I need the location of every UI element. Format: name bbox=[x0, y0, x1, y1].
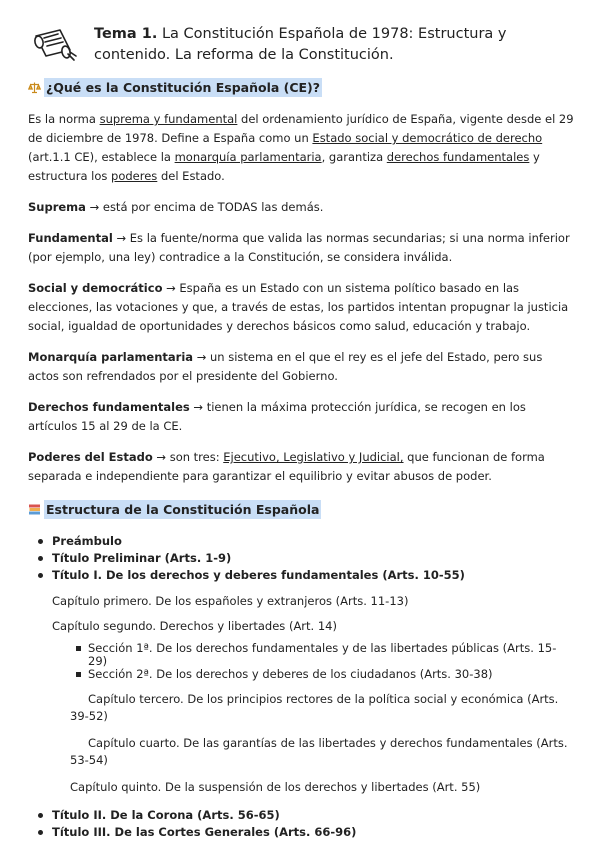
section-heading-estructura bbox=[28, 500, 574, 519]
underlined-term: Estado social y democrático de derecho bbox=[312, 131, 543, 145]
books-icon bbox=[28, 503, 41, 516]
definition-text: que funcionan de forma separada e independiente para garantizar el equilibrio y evitar abusos de poder. bbox=[28, 450, 545, 483]
capitulo-primero: Capítulo primero. De los españoles y extranjeros (Arts. 11-13) bbox=[52, 594, 409, 608]
definition-text: → son tres: bbox=[152, 450, 224, 464]
definition-fundamental bbox=[28, 229, 574, 267]
definition-text: → Es la fuente/norma que valida las normas secundarias; si una norma inferior (por ejemplo, una ley) contradice a la Constitución, se considera inválida. bbox=[28, 231, 570, 264]
structure-list-top bbox=[28, 533, 574, 584]
list-item: Sección 1ª. De los derechos fundamentales y de las libertades públicas (Arts. 15-29) bbox=[88, 642, 574, 668]
definition-text: → tienen la máxima protección jurídica, se recogen en los artículos 15 al 29 de la CE. bbox=[28, 400, 526, 433]
text-span: , garantiza bbox=[321, 150, 387, 164]
definition-derechos bbox=[28, 398, 574, 436]
underlined-term: derechos fundamentales bbox=[386, 150, 530, 164]
definition-text: → está por encima de TODAS las demás. bbox=[85, 200, 324, 214]
definition-poderes bbox=[28, 448, 574, 486]
list-item: Título II. De la Corona (Arts. 56-65) bbox=[52, 807, 574, 824]
definition-monarquia bbox=[28, 348, 574, 386]
title-topic: Tema 1. bbox=[94, 26, 158, 42]
scroll-icon bbox=[30, 24, 78, 64]
document-header bbox=[28, 24, 574, 66]
section-heading-que-es bbox=[28, 78, 574, 97]
definition-term: Poderes del Estado bbox=[28, 450, 153, 464]
text-span: Es la norma bbox=[28, 112, 100, 126]
underlined-term: monarquía parlamentaria bbox=[174, 150, 322, 164]
capitulo-segundo: Capítulo segundo. Derechos y libertades (Art. 14) bbox=[52, 619, 337, 633]
capitulo-cuarto: Capítulo cuarto. De las garantías de las libertades y derechos fundamentales (Arts. 53-54) bbox=[70, 736, 568, 767]
definition-term: Monarquía parlamentaria bbox=[28, 350, 194, 364]
list-item: Título Preliminar (Arts. 1-9) bbox=[52, 550, 574, 567]
text-span: del ordenamiento jurídico de España, vigente desde el 29 de diciembre de 1978. Define a España como un bbox=[28, 112, 574, 145]
text-span: del Estado. bbox=[157, 169, 225, 183]
list-item: Título III. De las Cortes Generales (Arts. 66-96) bbox=[52, 824, 574, 841]
definition-suprema bbox=[28, 198, 574, 217]
definition-term: Suprema bbox=[28, 200, 86, 214]
secciones-list bbox=[28, 642, 574, 681]
underlined-term: suprema y fundamental bbox=[99, 112, 238, 126]
definition-term: Social y democrático bbox=[28, 281, 163, 295]
capitulo-tercero: Capítulo tercero. De los principios rectores de la política social y económica (Arts. 39-52) bbox=[70, 692, 559, 723]
definition-text: → un sistema en el que el rey es el jefe del Estado, pero sus actos son refrendados por el presidente del Gobierno. bbox=[28, 350, 543, 383]
definition-term: Fundamental bbox=[28, 231, 113, 245]
text-span: y estructura los bbox=[28, 150, 540, 183]
definition-term: Derechos fundamentales bbox=[28, 400, 190, 414]
underlined-term: poderes bbox=[111, 169, 158, 183]
structure-list-bottom bbox=[28, 807, 574, 841]
scales-icon bbox=[28, 81, 41, 94]
title-text: La Constitución Española de 1978: Estructura y contenido. La reforma de la Constitución. bbox=[94, 26, 507, 63]
list-item: Sección 2ª. De los derechos y deberes de los ciudadanos (Arts. 30-38) bbox=[88, 668, 574, 681]
section-title: Estructura de la Constitución Española bbox=[46, 502, 320, 517]
definition-social-democratico bbox=[28, 279, 574, 336]
page-title bbox=[94, 24, 574, 66]
section-title: ¿Qué es la Constitución Española (CE)? bbox=[46, 80, 321, 95]
underlined-term: Ejecutivo, Legislativo y Judicial, bbox=[223, 450, 404, 464]
text-span: (art.1.1 CE), establece la bbox=[28, 150, 175, 164]
capitulo-quinto: Capítulo quinto. De la suspensión de los derechos y libertades (Art. 55) bbox=[70, 780, 481, 794]
definition-text: → España es un Estado con un sistema político basado en las elecciones, las votaciones y que, a través de estas, los partidos intentan propugnar la justicia social, igualdad de oportunidades y derechos básicos como salud, educación y trabajo. bbox=[28, 281, 569, 333]
intro-paragraph bbox=[28, 110, 574, 186]
list-item: Título I. De los derechos y deberes fundamentales (Arts. 10-55) bbox=[52, 567, 574, 584]
document-page bbox=[28, 24, 574, 841]
list-item: Preámbulo bbox=[52, 533, 574, 550]
